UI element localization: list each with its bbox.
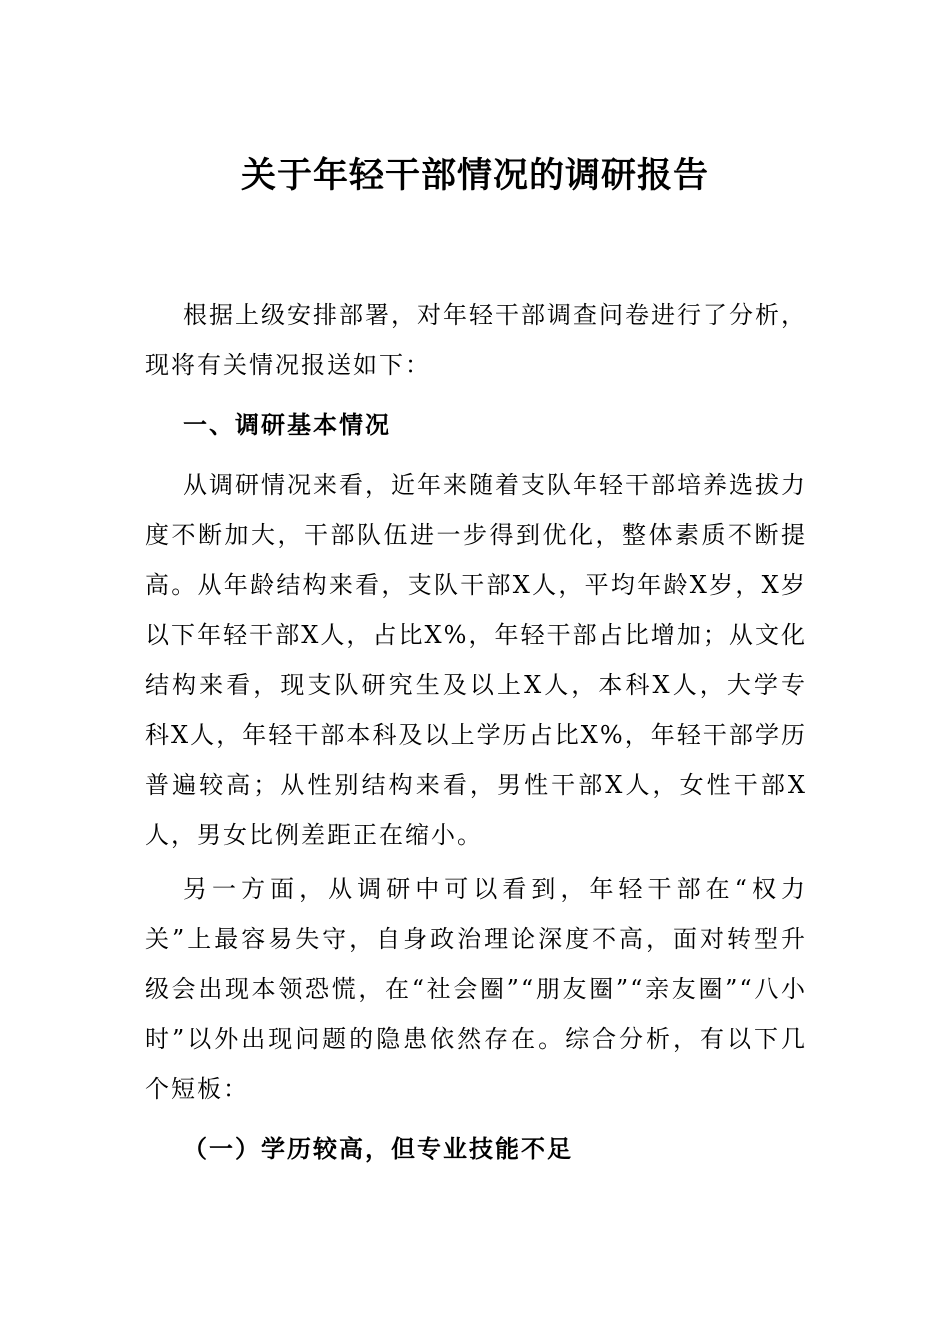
document-body	[145, 290, 807, 1180]
shortcomings-paragraph: 另一方面，从调研中可以看到，年轻干部在“权力关”上最容易失守，自身政治理论深度不高，面对转型升级会出现本领恐慌，在“社会圈”“朋友圈”“亲友圈”“八小时”以外出现问题的隐患依然存在。综合分析，有以下几个短板：	[145, 875, 807, 1103]
section-heading-basic-situation: 一、调研基本情况	[183, 411, 391, 439]
subsection-heading-skills: （一）学历较高，但专业技能不足	[183, 1135, 573, 1163]
document-title: 关于年轻干部情况的调研报告	[240, 155, 709, 196]
basic-situation-paragraph: 从调研情况来看，近年来随着支队年轻干部培养选拔力度不断加大，干部队伍进一步得到优化，整体素质不断提高。从年龄结构来看，支队干部X人，平均年龄X岁，X岁以下年轻干部X人，占比X%，年轻干部占比增加；从文化结构来看，现支队研究生及以上X人，本科X人，大学专科X人，年轻干部本科及以上学历占比X%，年轻干部学历普遍较高；从性别结构来看，男性干部X人，女性干部X人，男女比例差距正在缩小。	[145, 471, 807, 849]
intro-paragraph: 根据上级安排部署，对年轻干部调查问卷进行了分析，现将有关情况报送如下：	[145, 301, 807, 379]
